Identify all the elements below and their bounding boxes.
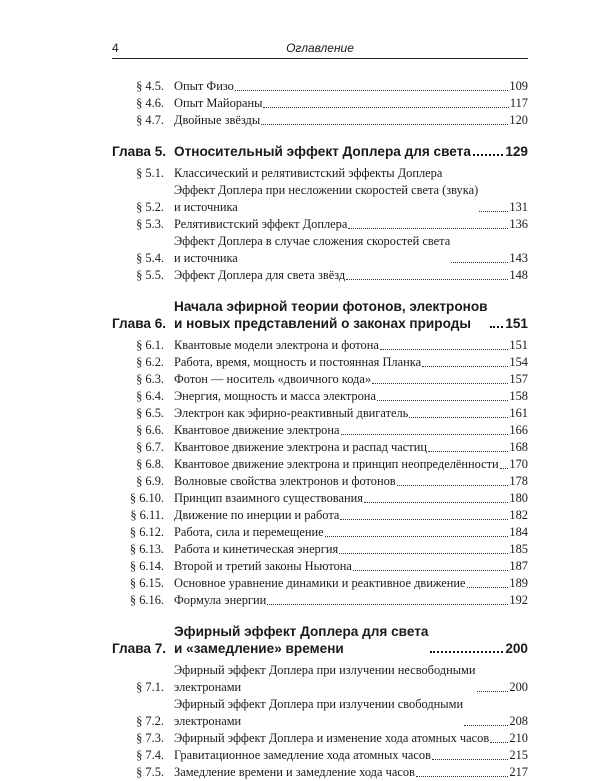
section-page-number: 168 [509,440,528,454]
section-title-wrap [174,78,509,95]
dot-leader [267,604,508,605]
dot-leader [348,228,508,229]
chapter-page-number: 129 [505,144,528,159]
section-number: § 5.4. [136,251,164,265]
dot-leader [479,211,508,212]
section-title: Движение по инерции и работа [174,508,340,522]
section-title: Эффект Доплера в случае сложения скоростей света и источника [174,234,451,265]
section-title: Релятивистский эффект Доплера [174,217,348,231]
section-page-number: 210 [509,731,528,745]
chapter-spacer [112,129,528,143]
toc-chapter-entry[interactable] [112,623,528,657]
chapter-title: Начала эфирной теории фотонов, электронов и новых представлений о законах природы [174,299,488,331]
section-title: Гравитационное замедление хода атомных часов [174,748,431,762]
dot-leader [346,279,508,280]
section-title-wrap [174,95,510,112]
toc-section-entry[interactable] [112,730,528,747]
section-number: § 6.10. [129,491,164,505]
section-number: § 6.14. [129,559,164,573]
dot-leader [428,451,508,452]
section-number: § 6.5. [136,406,164,420]
dot-leader [500,468,509,469]
section-number: § 4.6. [136,96,164,110]
chapter-number: Глава 5. [112,144,167,159]
toc-section-entry[interactable] [112,112,528,129]
section-title: Опыт Майораны [174,96,263,110]
section-number: § 6.11. [130,508,164,522]
section-number: § 6.16. [129,593,164,607]
toc-section-entry[interactable] [112,422,528,439]
toc-section-entry[interactable] [112,558,528,575]
dot-leader [467,587,509,588]
toc-section-entry[interactable] [112,371,528,388]
section-page-number: 200 [509,680,528,694]
section-page-number: 148 [509,268,528,282]
section-title-wrap [174,575,509,592]
section-page-number: 184 [509,525,528,539]
dot-leader [261,124,508,125]
section-title-wrap [174,524,509,541]
section-number: § 6.12. [129,525,164,539]
dot-leader [477,691,509,692]
section-title-wrap [174,165,528,182]
section-page-number: 192 [509,593,528,607]
dot-leader [364,502,508,503]
section-title: Принцип взаимного существования [174,491,363,505]
dot-leader [377,400,508,401]
section-number: § 6.2. [136,355,164,369]
dot-leader [451,262,508,263]
section-title-wrap [174,337,509,354]
section-title: Эфирный эффект Доплера при излучении свободными электронами [174,697,464,728]
section-number: § 5.2. [136,200,164,214]
dot-leader [235,90,509,91]
section-title-wrap [174,267,509,284]
section-title: Электрон как эфирно-реактивный двигатель [174,406,409,420]
section-page-number: 157 [509,372,528,386]
page-header [112,38,528,60]
section-page-number: 161 [509,406,528,420]
section-title-wrap [174,422,509,439]
section-number: § 6.8. [136,457,164,471]
section-page-number: 187 [509,559,528,573]
toc-section-entry[interactable] [112,662,528,696]
toc-section-entry[interactable] [112,337,528,354]
chapter-title-wrap [174,623,505,657]
toc-section-entry[interactable] [112,456,528,473]
section-title: Эффект Доплера для света звёзд [174,268,346,282]
section-page-number: 158 [509,389,528,403]
section-title: Квантовое движение электрона [174,423,340,437]
section-number: § 6.1. [136,338,164,352]
toc-section-entry[interactable] [112,764,528,781]
dot-leader [325,536,509,537]
section-page-number: 182 [509,508,528,522]
toc-section-entry[interactable] [112,95,528,112]
section-number: § 6.6. [136,423,164,437]
section-title: Опыт Физо [174,79,234,93]
dot-leader [473,154,503,156]
section-page-number: 136 [509,217,528,231]
section-title: Волновые свойства электронов и фотонов [174,474,396,488]
section-title-wrap [174,354,509,371]
section-title-wrap [174,541,509,558]
section-page-number: 189 [509,576,528,590]
section-page-number: 215 [509,748,528,762]
toc-section-entry[interactable] [112,541,528,558]
section-page-number: 170 [509,457,528,471]
toc-section-entry[interactable] [112,524,528,541]
section-title: Работа, время, мощность и постоянная Планка [174,355,422,369]
toc-section-entry[interactable] [112,216,528,233]
toc-section-entry[interactable] [112,696,528,730]
page-number: 4 [112,41,119,55]
section-title-wrap [174,592,509,609]
section-number: § 6.7. [136,440,164,454]
toc-section-entry[interactable] [112,507,528,524]
dot-leader [339,553,508,554]
chapter-spacer [112,284,528,298]
section-title: Формула энергии [174,593,267,607]
dot-leader [397,485,509,486]
dot-leader [464,725,508,726]
section-title-wrap [174,112,509,129]
section-page-number: 217 [509,765,528,779]
section-title: Квантовое движение электрона и принцип неопределённости [174,457,499,471]
section-number: § 7.2. [136,714,164,728]
toc-section-entry[interactable] [112,575,528,592]
dot-leader [341,434,509,435]
section-page-number: 185 [509,542,528,556]
dot-leader [432,759,508,760]
section-number: § 6.3. [136,372,164,386]
table-of-contents [112,78,528,781]
section-page-number: 166 [509,423,528,437]
chapter-spacer [112,609,528,623]
section-title: Эффект Доплера при несложении скоростей света (звука) и источника [174,183,479,214]
section-title-wrap [174,405,509,422]
section-number: § 6.13. [129,542,164,556]
toc-section-entry[interactable] [112,439,528,456]
section-number: § 6.4. [136,389,164,403]
dot-leader [490,326,504,328]
section-title: Замедление времени и замедление хода часов [174,765,415,779]
section-title: Квантовое движение электрона и распад частиц [174,440,427,454]
section-title: Второй и третий законы Ньютона [174,559,352,573]
section-number: § 7.1. [136,680,164,694]
section-title-wrap [174,662,509,696]
chapter-title: Относительный эффект Доплера для света [174,144,471,159]
section-page-number: 143 [509,251,528,265]
section-number: § 5.5. [136,268,164,282]
toc-section-entry[interactable] [112,473,528,490]
section-title: Фотон — носитель «двоичного кода» [174,372,372,386]
section-title-wrap [174,233,509,267]
section-title-wrap [174,558,509,575]
section-title-wrap [174,473,509,490]
toc-chapter-entry[interactable] [112,298,528,332]
section-title: Эфирный эффект Доплера и изменение хода атомных часов [174,731,490,745]
section-number: § 7.3. [136,731,164,745]
section-title: Эфирный эффект Доплера при излучении несвободными электронами [174,663,476,694]
section-title-wrap [174,439,509,456]
section-number: § 7.5. [136,765,164,779]
dot-leader [372,383,508,384]
section-page-number: 109 [509,79,528,93]
section-title-wrap [174,764,509,781]
section-title-wrap [174,216,509,233]
section-page-number: 180 [509,491,528,505]
dot-leader [340,519,508,520]
section-page-number: 208 [509,714,528,728]
toc-section-entry[interactable] [112,182,528,216]
section-page-number: 154 [509,355,528,369]
section-page-number: 178 [509,474,528,488]
chapter-title-wrap [174,298,505,332]
section-page-number: 151 [509,338,528,352]
section-number: § 5.3. [136,217,164,231]
toc-section-entry[interactable] [112,388,528,405]
toc-section-entry[interactable] [112,354,528,371]
section-page-number: 117 [509,96,528,110]
toc-section-entry[interactable] [112,267,528,284]
chapter-page-number: 151 [505,316,528,331]
section-title: Основное уравнение динамики и реактивное движение [174,576,466,590]
dot-leader [430,651,503,653]
section-title: Энергия, мощность и масса электрона [174,389,376,403]
chapter-number: Глава 6. [112,316,167,331]
dot-leader [380,349,509,350]
dot-leader [490,742,508,743]
toc-section-entry[interactable] [112,592,528,609]
section-number: § 6.9. [136,474,164,488]
toc-chapter-entry[interactable] [112,143,528,160]
section-title-wrap [174,696,509,730]
dot-leader [353,570,509,571]
section-title-wrap [174,456,509,473]
dot-leader [416,776,509,777]
section-title: Квантовые модели электрона и фотона [174,338,379,352]
chapter-title: Эфирный эффект Доплера для света и «замедление» времени [174,624,429,656]
section-title-wrap [174,490,509,507]
dot-leader [263,107,508,108]
chapter-title-wrap [174,143,505,160]
running-title: Оглавление [286,41,354,55]
section-number: § 7.4. [136,748,164,762]
section-title-wrap [174,371,509,388]
toc-section-entry[interactable] [112,405,528,422]
section-number: § 4.7. [136,113,164,127]
toc-section-entry[interactable] [112,233,528,267]
toc-section-entry[interactable] [112,165,528,182]
section-page-number: 120 [509,113,528,127]
section-title: Двойные звёзды [174,113,261,127]
dot-leader [409,417,508,418]
section-number: § 6.15. [129,576,164,590]
section-title-wrap [174,507,509,524]
toc-section-entry[interactable] [112,490,528,507]
section-number: § 5.1. [136,166,164,180]
section-title: Работа, сила и перемещение [174,525,324,539]
section-title-wrap [174,388,509,405]
section-title: Работа и кинетическая энергия [174,542,339,556]
toc-section-entry[interactable] [112,78,528,95]
section-title: Классический и релятивистский эффекты Доплера [174,166,443,180]
section-page-number: 131 [509,200,528,214]
dot-leader [422,366,508,367]
chapter-page-number: 200 [505,641,528,656]
header-rule [112,58,528,59]
section-number: § 4.5. [136,79,164,93]
section-title-wrap [174,730,509,747]
section-title-wrap [174,182,509,216]
chapter-number: Глава 7. [112,641,167,656]
